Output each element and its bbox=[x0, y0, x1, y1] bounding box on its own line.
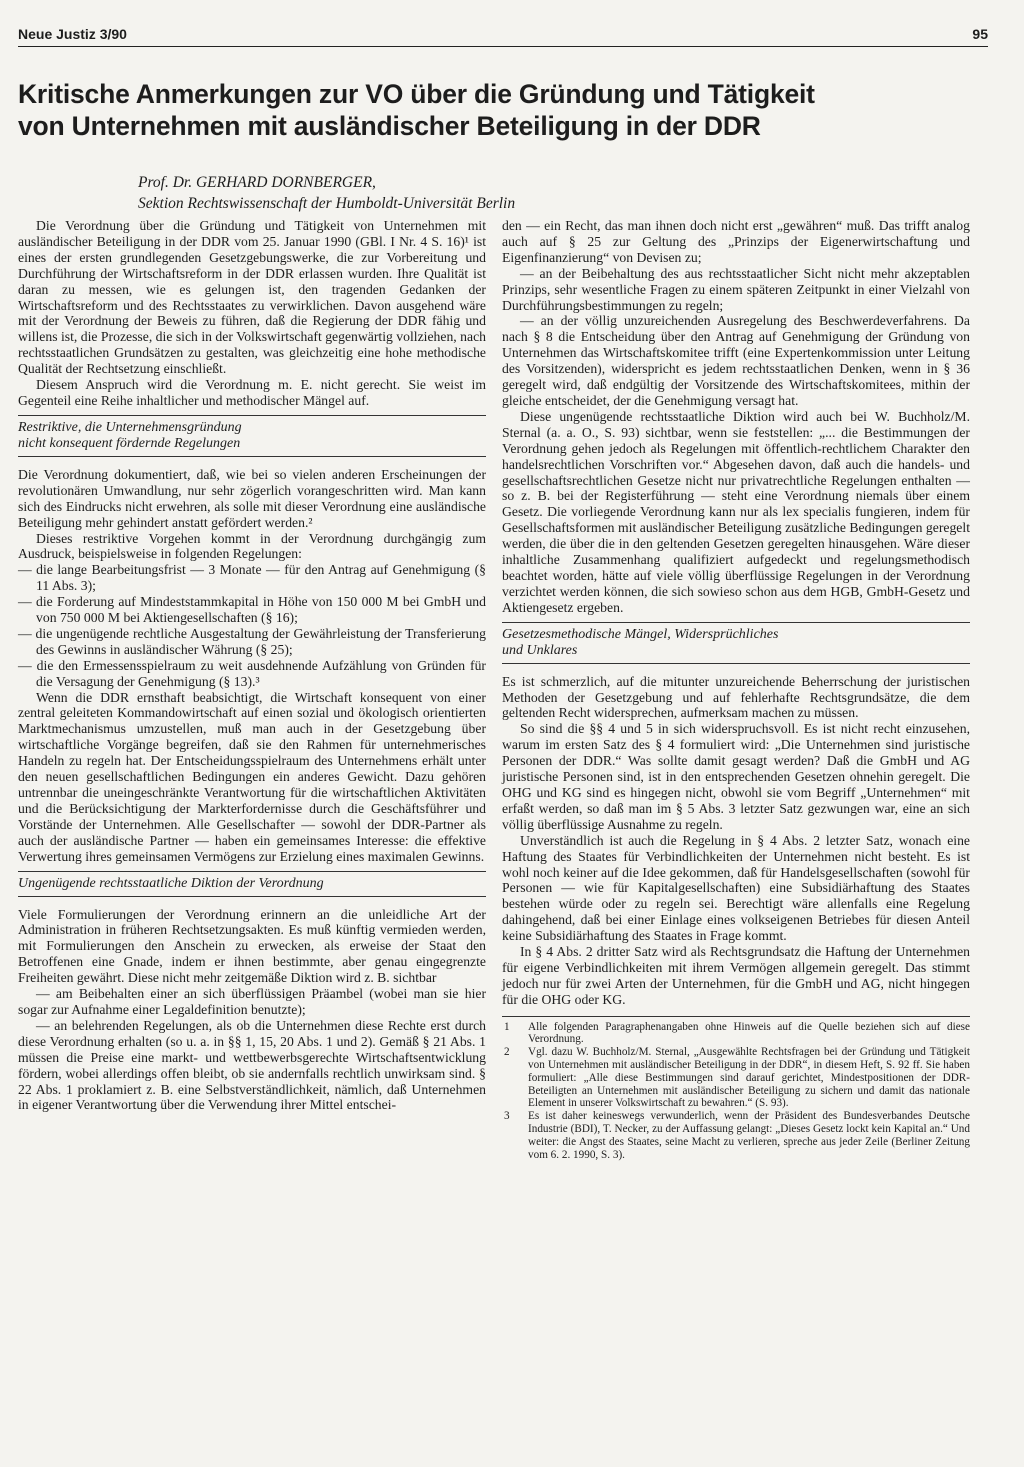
footnote-text: Es ist daher keineswegs verwunderlich, wenn der Präsident des Bundesverbandes Deutsche Industrie (BDI), T. Necker, zu der Auffassung gelangt: „Dieses Gesetz lockt kein Kapital an.“ Und weiter: die Angst des Staates, seine Macht zu verlieren, spreche aus jeder Zeile (Berliner Zeitung vom 6. 2. 1990, S. 3). bbox=[528, 1110, 970, 1161]
body-paragraph: In § 4 Abs. 2 dritter Satz wird als Rechtsgrundsatz die Haftung der Unternehmen für eigene Verbindlichkeiten mit ihrem Vermögen allgemein geregelt. Das stimmt jedoch nur für zwei Arten der Unternehmen, für die GmbH und AG, nicht hingegen für die OHG oder KG. bbox=[502, 944, 970, 1007]
list-item: — am Beibehalten einer an sich überflüssigen Präambel (wobei man sie hier sogar zur Aufnahme einer Legaldefinition benutzte); bbox=[18, 986, 486, 1017]
intro-paragraph: Die Verordnung über die Gründung und Tätigkeit von Unternehmen mit ausländischer Beteiligung in der DDR vom 25. Januar 1990 (GBl. I Nr. 4 S. 16)¹ ist eines der ersten grundlegenden Gesetzgebungswerke, die zur Vorbereitung und Durchführung der Wirtschaftsreform in der DDR erlassen wurden. Ihre Qualität ist daran zu messen, wie es gelungen ist, den tragenden Gedanken der Wirtschaftsreform und des Rechtsstaates zu verwirklichen. Davon ausgehend wäre mit der Verordnung der Beweis zu führen, daß die Regierung der DDR fähig und willens ist, die Prozesse, die sich in der Volkswirtschaft gegenwärtig vollziehen, nach rechtsstaatlichen Grundsätzen zu gestalten, was gleichzeitig eine hohe methodische Qualität der Rechtsetzung einschließt. bbox=[18, 218, 486, 377]
footnote bbox=[502, 1110, 970, 1161]
body-paragraph: Wenn die DDR ernsthaft beabsichtigt, die Wirtschaft konsequent von einer zentral geleiteten Kommandowirtschaft auf einen sozial und ökologisch orientierten Marktmechanismus umzustellen, muß man auch in der Gesetzgebung über wirtschaftliche Vorgänge begreifen, daß sie den Rahmen für unternehmerisches Handeln zu regeln hat. Der Entscheidungsspielraum des Unternehmens erhält unter den neuen gesellschaftlichen Bedingungen ein anderes Gewicht. Dazu gehören untrennbar die uneingeschränkte Verantwortung für die wirtschaftlichen Aktivitäten und die Berücksichtigung der Markterfordernisse durch die Geschäftsführer und Vorstände der Unternehmen. Alle Gesellschafter — sowohl der DDR-Partner als auch der ausländische Partner — haben ein gemeinsames Interesse: die effektive Verwertung ihres gemeinsamen Vermögens zur Erzielung eines maximalen Gewinns. bbox=[18, 689, 486, 864]
title-line-2: von Unternehmen mit ausländischer Beteiligung in der DDR bbox=[18, 111, 761, 141]
footnote bbox=[502, 1021, 970, 1047]
right-column bbox=[502, 218, 970, 1161]
list-item: — die den Ermessensspielraum zu weit ausdehnende Aufzählung von Gründen für die Versagung der Genehmigung (§ 13).³ bbox=[18, 657, 486, 689]
section-heading-line: Ungenügende rechtsstaatliche Diktion der Verordnung bbox=[18, 875, 324, 891]
article-title bbox=[18, 78, 978, 142]
section-heading-gesetzesmethodische bbox=[502, 622, 970, 664]
body-paragraph: Dieses restriktive Vorgehen kommt in der Verordnung durchgängig zum Ausdruck, beispielsweise in folgenden Regelungen: bbox=[18, 530, 486, 562]
author-block bbox=[138, 172, 838, 214]
footnote-number: 2 bbox=[504, 1046, 510, 1059]
title-line-1: Kritische Anmerkungen zur VO über die Gründung und Tätigkeit bbox=[18, 79, 815, 109]
footnote-number: 3 bbox=[504, 1110, 510, 1123]
section-heading-line: Restriktive, die Unternehmensgründung bbox=[18, 419, 242, 435]
section-heading-line: nicht konsequent fördernde Regelungen bbox=[18, 435, 241, 451]
list-item: — an belehrenden Regelungen, als ob die Unternehmen diese Rechte erst durch diese Verordnung erhalten (so u. a. in §§ 1, 15, 20 Abs. 1 und 2). Gemäß § 21 Abs. 1 müssen die Preise eine markt- und wettbewerbsgerechte Wirtschaftsentwicklung fördern, wobei allerdings offen bleibt, ob sie andernfalls rechtlich unwirksam sind. § 22 Abs. 1 proklamiert z. B. eine Selbstverständlichkeit, nämlich, daß Unternehmen in eigener Verantwortung über die Verwendung ihrer Mittel entschei- bbox=[18, 1017, 486, 1113]
footnote-text: Alle folgenden Paragraphenangaben ohne Hinweis auf die Quelle beziehen sich auf diese Verordnung. bbox=[528, 1020, 970, 1046]
body-paragraph: Diese ungenügende rechtsstaatliche Diktion wird auch bei W. Buchholz/M. Sternal (a. a. O., S. 93) sichtbar, wenn sie feststellen: „... die Bestimmungen der Verordnung gehen jedoch als Regelungen mit öffentlich-rechtlichem Charakter den handelsrechtlichen Vorschriften vor.“ Abgesehen davon, daß auch die handels- und gesellschaftsrechtlichen Gesetze nicht nur privatrechtliche Regelungen enthalten — so z. B. bei der Registerführung — steht eine Verordnung niemals über einem Gesetz. Die vorliegende Verordnung kann nur als lex specialis fungieren, indem für Gesellschaftsformen mit ausländischer Beteiligung zusätzliche Bedingungen geregelt werden, die über die in den geltenden Gesetzen geregelten hinausgehen. Wäre dieser inhaltliche Zusammenhang qualifiziert aufgedeckt und regelungsmethodisch beachtet worden, hätte auf viele völlig überflüssige Regelungen in der Verordnung verzichtet werden können, die sich sowieso schon aus dem HGB, GmbH-Gesetz und Aktiengesetz ergeben. bbox=[502, 408, 970, 615]
left-column bbox=[18, 218, 486, 1113]
running-head bbox=[18, 24, 988, 47]
section-heading-line: Gesetzesmethodische Mängel, Widersprüchliches bbox=[502, 626, 779, 642]
body-paragraph: So sind die §§ 4 und 5 in sich widerspruchsvoll. Es ist nicht recht einzusehen, warum im ersten Satz des § 4 formuliert wird: „Die Unternehmen sind juristische Personen der DDR.“ Was sollte damit gesagt werden? Daß die GmbH und AG juristische Personen sind, ist in den entsprechenden Gesetzen ohnehin geregelt. Die OHG und KG sind es hingegen nicht, obwohl sie vom Begriff „Unternehmen“ mit erfaßt werden, so daß man im § 5 Abs. 3 letzter Satz gezwungen war, eine an sich völlig überflüssige Ausnahme zu regeln. bbox=[502, 721, 970, 832]
page-number: 95 bbox=[972, 26, 988, 42]
footnotes bbox=[502, 1016, 970, 1162]
author-name: Prof. Dr. GERHARD DORNBERGER, bbox=[138, 174, 376, 191]
section-heading-diktion bbox=[18, 871, 486, 897]
body-paragraph: Unverständlich ist auch die Regelung in § 4 Abs. 2 letzter Satz, wonach eine Haftung des Staates für Verbindlichkeiten der Unternehmen nicht besteht. Es ist wohl noch keiner auf die Idee gekommen, daß für Handelsgesellschaften (sowohl für Personen — wie für Kapitalgesellschaften) eine Subsidiärhaftung des Staates bestehen würde oder zu regeln sei. Berechtigt wäre allenfalls eine Regelung dahingehend, daß bei einer Einlage eines volkseigenen Betriebes für diesen Anteil keine Subsidiärhaftung des Staates in Frage kommt. bbox=[502, 832, 970, 944]
body-paragraph: den — ein Recht, das man ihnen doch nicht erst „gewähren“ muß. Das trifft analog auch auf § 25 zur Geltung des „Prinzips der Eigenerwirtschaftung und Eigenfinanzierung“ von Devisen zu; bbox=[502, 218, 970, 265]
list-item: — die lange Bearbeitungsfrist — 3 Monate — für den Antrag auf Genehmigung (§ 11 Abs. 3); bbox=[18, 562, 486, 594]
footnote-number: 1 bbox=[504, 1020, 510, 1033]
intro-paragraph: Diesem Anspruch wird die Verordnung m. E. nicht gerecht. Sie weist im Gegenteil eine Reihe inhaltlicher und methodischer Mängel auf. bbox=[18, 377, 486, 408]
journal-issue: Neue Justiz 3/90 bbox=[18, 26, 127, 42]
body-paragraph: Es ist schmerzlich, auf die mitunter unzureichende Beherrschung der juristischen Methoden der Gesetzgebung und auf fehlerhafte Rechtsgrundsätze, die dem geltenden Recht widersprechen, aufmerksam machen zu müssen. bbox=[502, 673, 970, 721]
author-affiliation: Sektion Rechtswissenschaft der Humboldt-Universität Berlin bbox=[138, 195, 516, 212]
footnote-text: Vgl. dazu W. Buchholz/M. Sternal, „Ausgewählte Rechtsfragen bei der Gründung und Tätigkeit von Unternehmen mit ausländischer Beteiligung in der DDR“, in diesem Heft, S. 92 ff. Sie haben formuliert: „Alle diese Bestimmungen sind darauf gerichtet, Mindestpositionen der DDR-Beteiligten an Unternehmen mit ausländischer Beteiligung zu sichern und damit das nationale Element in unserer Volkswirtschaft zu bewahren.“ (S. 93). bbox=[528, 1046, 970, 1110]
list-item: — die ungenügende rechtliche Ausgestaltung der Gewährleistung der Transferierung des Gewinns in ausländischer Währung (§ 25); bbox=[18, 625, 486, 657]
list-item: — an der Beibehaltung des aus rechtsstaatlicher Sicht nicht mehr akzeptablen Prinzips, sehr wesentliche Fragen zu einem späteren Zeitpunkt in einer Vielzahl von Durchführungsbestimmungen zu regeln; bbox=[502, 265, 970, 313]
body-paragraph: Die Verordnung dokumentiert, daß, wie bei so vielen anderen Erscheinungen der revolutionären Umwandlung, nur sehr zögerlich vorangeschritten wird. Man kann sich des Eindrucks nicht erwehren, als solle mit dieser Verordnung eine ausländische Beteiligung mehr gehindert anstatt gefördert werden.² bbox=[18, 466, 486, 530]
body-paragraph: Viele Formulierungen der Verordnung erinnern an die unleidliche Art der Administration in früheren Rechtsetzungsakten. Es muß künftig vermieden werden, mit Formulierungen den Anschein zu erwecken, als erweise der Staat den Betroffenen eine Gnade, indem er ihnen bestimmte, aber genau eingegrenzte Freiheiten gewährt. Diese nicht mehr zeitgemäße Diktion wird z. B. sichtbar bbox=[18, 906, 486, 986]
list-item: — die Forderung auf Mindeststammkapital in Höhe von 150 000 M bei GmbH und von 750 000 M bei Aktiengesellschaften (§ 16); bbox=[18, 594, 486, 626]
section-heading-restriktive bbox=[18, 415, 486, 457]
section-heading-line: und Unklares bbox=[502, 642, 578, 658]
footnote bbox=[502, 1046, 970, 1110]
list-item: — an der völlig unzureichenden Ausregelung des Beschwerdeverfahrens. Da nach § 8 die Entscheidung über den Antrag auf Genehmigung der Gründung von Unternehmen das Wirtschaftskomitee trifft (eine Expertenkommission unter Leitung des Vorsitzenden), widerspricht es jedem rechtsstaatlichen Denken, wenn in § 36 geregelt wird, daß endgültig der Vorsitzende des Wirtschaftskomitees, mithin der gleiche entscheidet, der die Genehmigung versagt hat. bbox=[502, 313, 970, 408]
journal-page bbox=[18, 24, 1006, 1454]
